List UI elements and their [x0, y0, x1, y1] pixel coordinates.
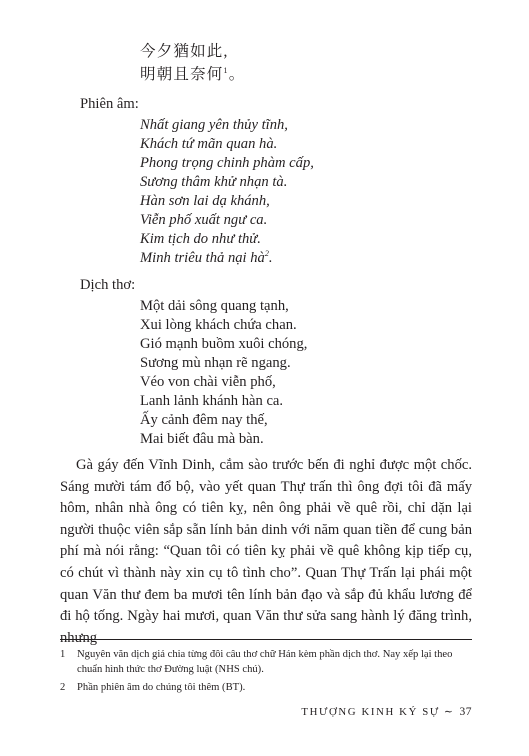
dich-tho-line: Sương mù nhạn rẽ ngang. [140, 355, 291, 371]
dich-tho-line: Mai biết đâu mà bàn. [140, 431, 264, 447]
phien-am-line: Khách tứ mãn quan hà. [140, 136, 278, 152]
dich-tho-line: Gió mạnh buồm xuôi chóng, [140, 336, 308, 352]
footnotes [60, 647, 472, 697]
dich-tho-line: Một dải sông quang tạnh, [140, 298, 289, 314]
chinese-poem-line: 今夕猶如此, [140, 43, 229, 60]
body-paragraph: Gà gáy đến Vĩnh Dinh, cắm sào trước bến đi nghỉ được một chốc. Sáng mười tám đổ bộ, vào yết quan Thự trấn thì ông đợi tôi đã mấy hôm, nhân nhà ông có tiên kỵ, nên ông phải về quê rồi, chỉ dặn lại người thuộc viên sắp sẵn lính bản dinh với năm quan tiền để cung bản phí mà nói rằng: “Quan tôi có tiên kỵ phải về quê không kịp tiếp cụ, có chút vì thành này xin cụ tô tình cho”. Quan Thự Trấn lại phái một quan Văn thư đem ba mươi tên lính bản đạo và sắp đủ khẩu lương để đi hộ tống. Ngày hai mươi, quan Văn thư sửa sang hành lý đăng trình, nhưng [60, 457, 472, 646]
footnote [60, 647, 472, 678]
dich-tho-line: Xui lòng khách chứa chan. [140, 317, 297, 333]
footnote-text: Phần phiên âm do chúng tôi thêm (BT). [77, 681, 246, 693]
dich-tho-line: Véo von chài viễn phố, [140, 374, 276, 390]
phien-am-poem [140, 116, 314, 268]
footnote-number: 1 [60, 649, 66, 660]
dich-tho-poem [140, 297, 307, 449]
phien-am-line: Hàn sơn lai dạ khánh, [140, 193, 270, 209]
footnote-ref: 2 [264, 249, 269, 259]
page-number: 37 [459, 705, 472, 718]
phien-am-line: Phong trọng chinh phàm cấp, [140, 155, 314, 171]
footnote-separator [60, 639, 472, 640]
phien-am-line: Kim tịch do như thử. [140, 231, 261, 247]
dich-tho-label: Dịch thơ: [80, 277, 136, 293]
footnote [60, 680, 472, 695]
phien-am-line: Viễn phố xuất ngư ca. [140, 212, 268, 228]
running-footer [301, 705, 472, 718]
footnote-ref: 1 [223, 65, 229, 75]
chinese-poem [140, 40, 245, 86]
phien-am-line: Nhất giang yên thủy tĩnh, [140, 117, 288, 133]
phien-am-label: Phiên âm: [80, 96, 139, 112]
dich-tho-line: Ấy cảnh đêm nay thế, [140, 412, 268, 428]
book-title: THƯỢNG KINH KÝ SỰ [301, 705, 440, 718]
chinese-poem-line: 明朝且奈何$^1$。 [140, 65, 246, 83]
phien-am-line: Minh triêu thả nại $hà^2$. [140, 249, 273, 266]
tilde-ornament-icon: ∼ [443, 706, 455, 718]
dich-tho-line: Lanh lảnh khánh hàn ca. [140, 393, 284, 409]
footnote-text: Nguyên văn dịch giả chia từng đôi câu thơ chữ Hán kèm phần dịch thơ. Nay xếp lại theo chuẩn hình thức thơ Đường luật (NHS chú). [77, 649, 453, 676]
phien-am-line: Sương thâm khử nhạn tà. [140, 174, 288, 190]
footnote-number: 2 [60, 681, 66, 693]
